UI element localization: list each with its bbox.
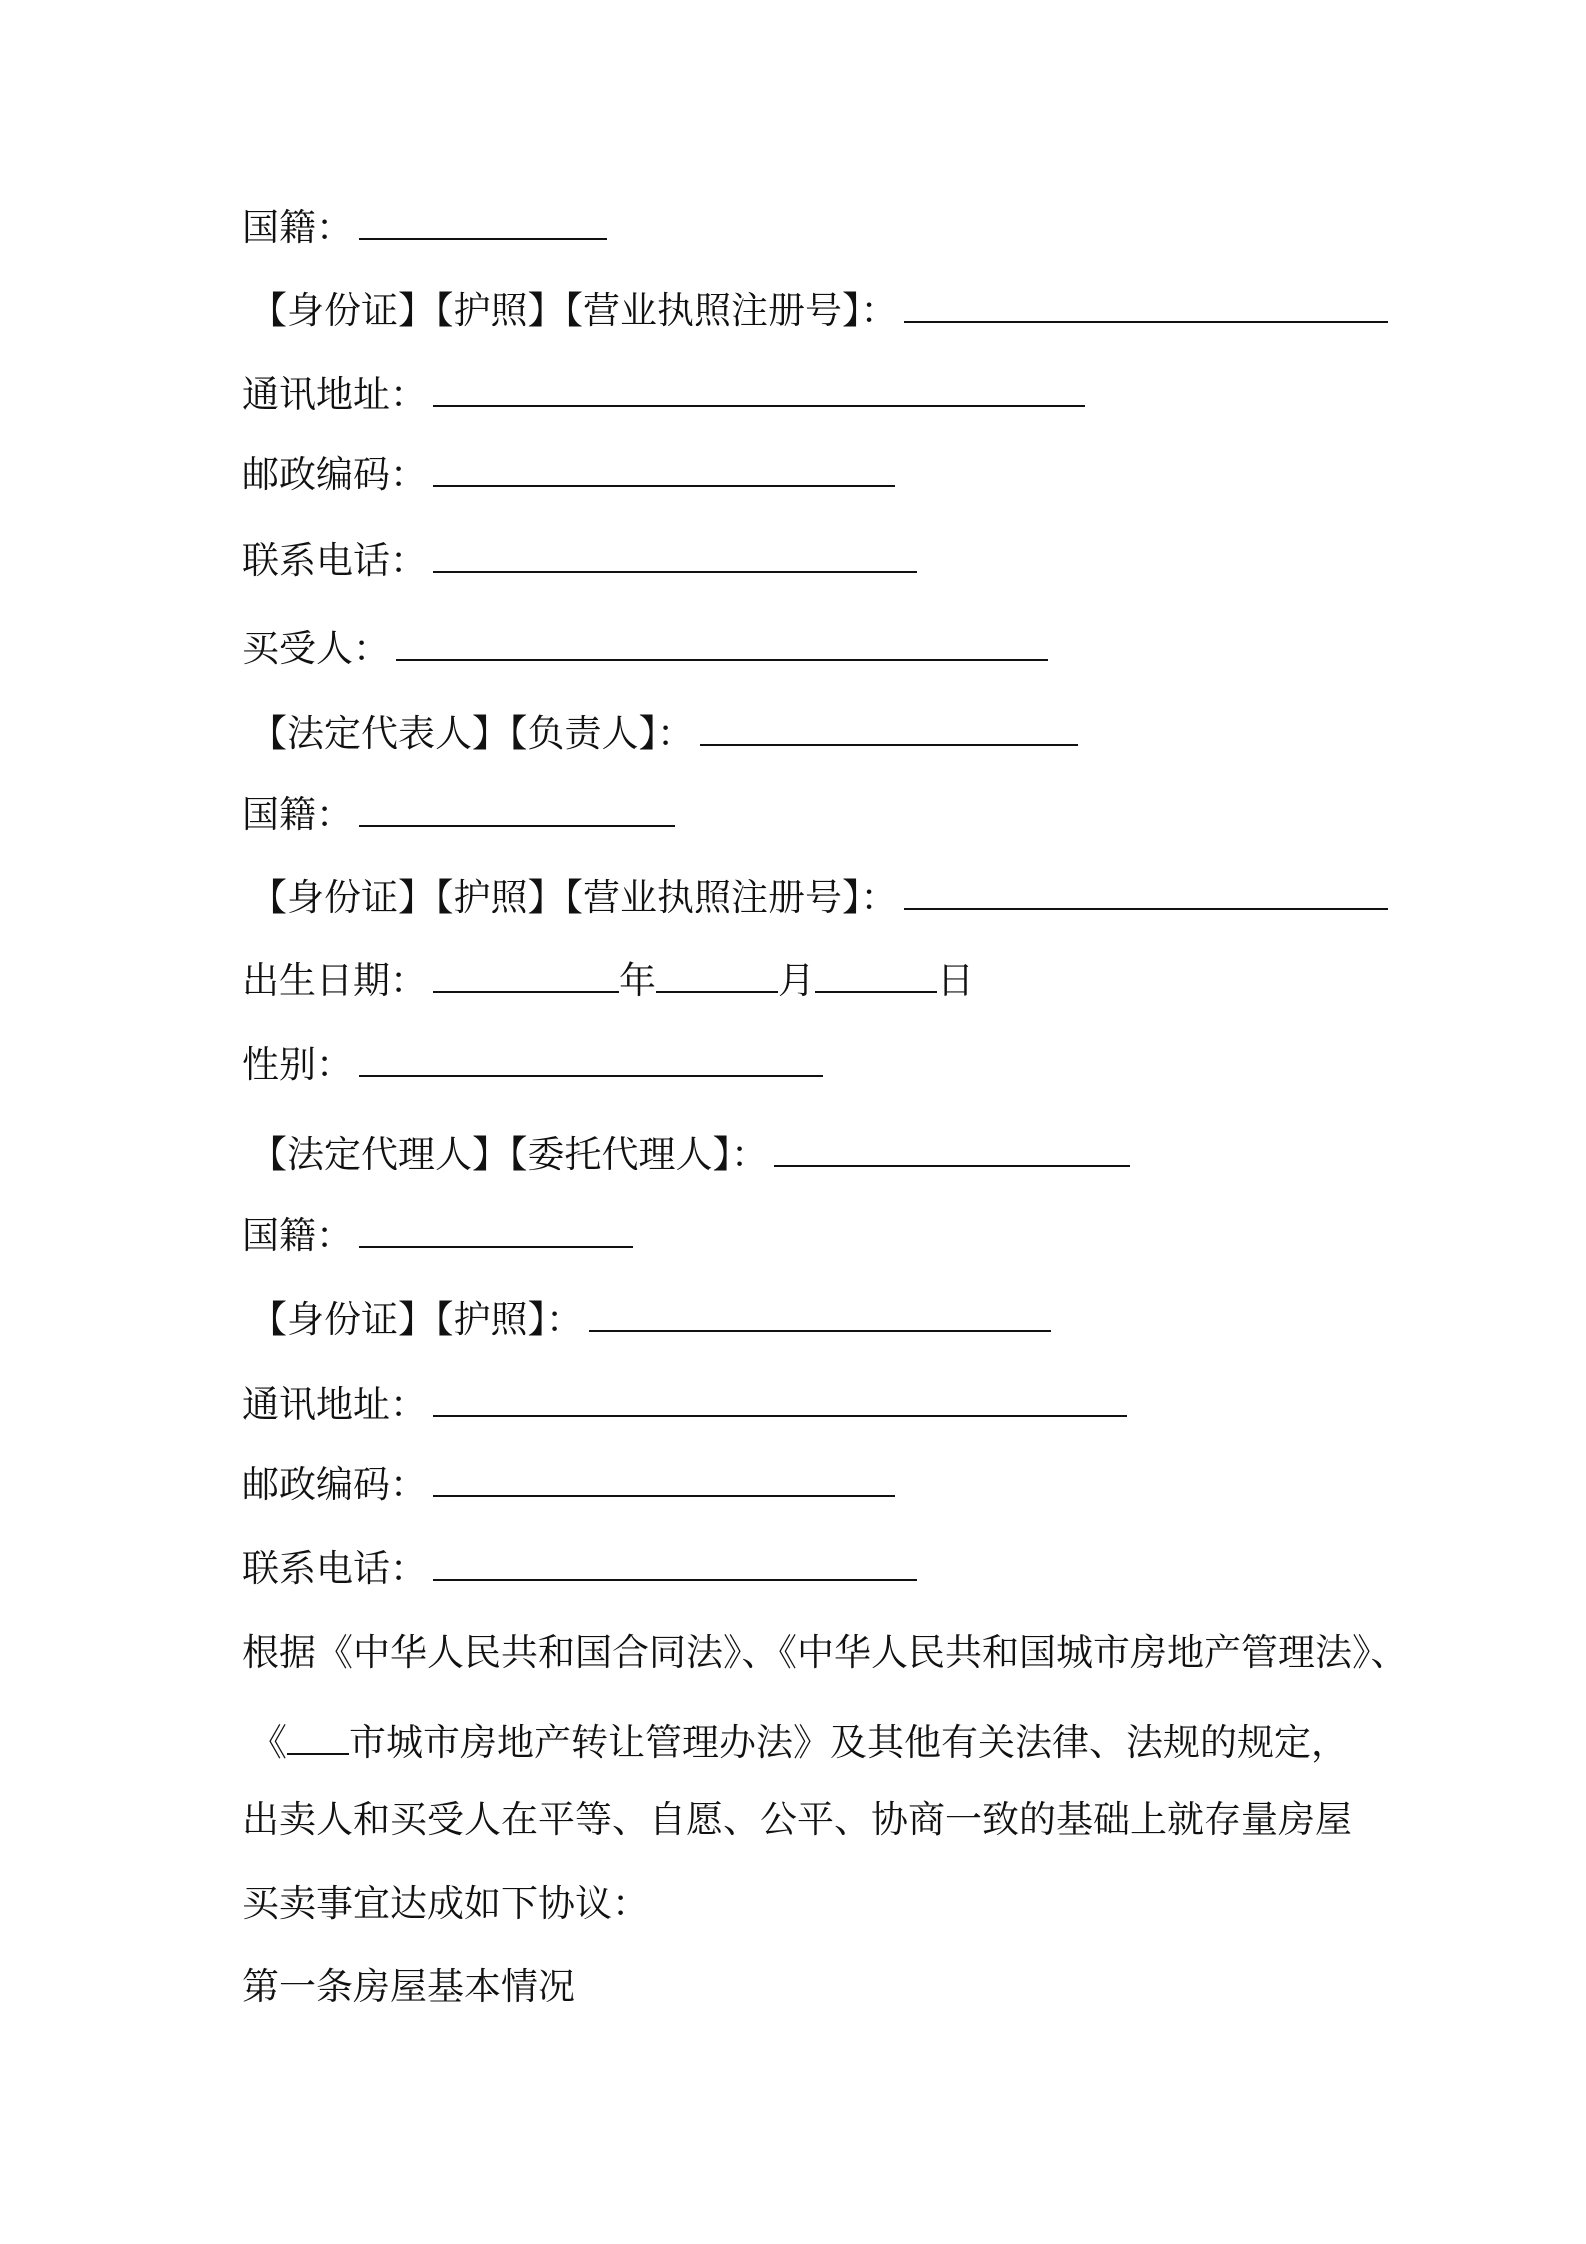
fill-blank[interactable]: [359, 1043, 823, 1077]
field-label: 联系电话：: [242, 539, 427, 582]
legal-basis-line-1: [242, 1630, 1408, 1676]
seller-postcode-row: [242, 452, 895, 498]
buyer-birthdate-row: [242, 958, 974, 1004]
field-label: 【身份证】【护照】：: [250, 1298, 583, 1341]
buyer-gender-row: [242, 1042, 823, 1088]
field-label: 【法定代理人】【委托代理人】：: [250, 1133, 768, 1176]
field-label: 国籍：: [242, 206, 353, 249]
fill-blank[interactable]: [396, 627, 1048, 661]
legal-basis-line-3: [242, 1797, 1352, 1843]
fill-blank[interactable]: [589, 1298, 1051, 1332]
field-label: 出生日期：: [242, 959, 427, 1002]
year-blank[interactable]: [433, 959, 619, 993]
buyer-id-row: [250, 875, 1388, 921]
fill-blank[interactable]: [433, 1547, 917, 1581]
seller-nationality-row: [242, 205, 607, 251]
fill-blank[interactable]: [359, 206, 607, 240]
paragraph-text: 根据《中华人民共和国合同法》、《中华人民共和国城市房地产管理法》、: [242, 1631, 1408, 1674]
field-label: 【身份证】【护照】【营业执照注册号】：: [250, 289, 898, 332]
field-label: 邮政编码：: [242, 1463, 427, 1506]
fill-blank[interactable]: [433, 373, 1085, 407]
paragraph-text: 市城市房地产转让管理办法》及其他有关法律、法规的规定，: [349, 1721, 1348, 1764]
agent-phone-row: [242, 1546, 917, 1592]
fill-blank[interactable]: [904, 289, 1388, 323]
section-heading: [242, 1964, 575, 2010]
field-label: 性别：: [242, 1043, 353, 1086]
fill-blank[interactable]: [774, 1133, 1130, 1167]
day-blank[interactable]: [815, 959, 937, 993]
buyer-representative-row: [250, 711, 1078, 757]
agent-id-row: [250, 1297, 1051, 1343]
fill-blank[interactable]: [433, 539, 917, 573]
agent-row: [250, 1132, 1130, 1178]
field-label: 国籍：: [242, 1214, 353, 1257]
month-blank[interactable]: [656, 959, 778, 993]
field-label: 通讯地址：: [242, 1383, 427, 1426]
agent-postcode-row: [242, 1462, 895, 1508]
field-label: 【身份证】【护照】【营业执照注册号】：: [250, 876, 898, 919]
paragraph-text: 买卖事宜达成如下协议：: [242, 1882, 649, 1925]
paragraph-text: 《: [250, 1721, 287, 1764]
fill-blank[interactable]: [359, 793, 675, 827]
legal-basis-line-4: [242, 1881, 649, 1927]
month-label: 月: [778, 959, 815, 1002]
field-label: 国籍：: [242, 793, 353, 836]
field-label: 通讯地址：: [242, 373, 427, 416]
section-title: 第一条房屋基本情况: [242, 1965, 575, 2008]
day-label: 日: [937, 959, 974, 1002]
seller-id-row: [250, 288, 1388, 334]
fill-blank[interactable]: [359, 1214, 633, 1248]
legal-basis-line-2: [250, 1720, 1348, 1766]
seller-phone-row: [242, 538, 917, 584]
fill-blank[interactable]: [433, 1383, 1127, 1417]
field-label: 联系电话：: [242, 1547, 427, 1590]
fill-blank[interactable]: [904, 876, 1388, 910]
buyer-row: [242, 626, 1048, 672]
field-label: 【法定代表人】【负责人】：: [250, 712, 694, 755]
paragraph-text: 出卖人和买受人在平等、自愿、公平、协商一致的基础上就存量房屋: [242, 1798, 1352, 1841]
field-label: 买受人：: [242, 627, 390, 670]
year-label: 年: [619, 959, 656, 1002]
field-label: 邮政编码：: [242, 453, 427, 496]
agent-address-row: [242, 1382, 1127, 1428]
fill-blank[interactable]: [700, 712, 1078, 746]
buyer-nationality-row: [242, 792, 675, 838]
agent-nationality-row: [242, 1213, 633, 1259]
fill-blank[interactable]: [433, 1463, 895, 1497]
fill-blank[interactable]: [433, 453, 895, 487]
city-blank[interactable]: [287, 1721, 349, 1755]
seller-address-row: [242, 372, 1085, 418]
